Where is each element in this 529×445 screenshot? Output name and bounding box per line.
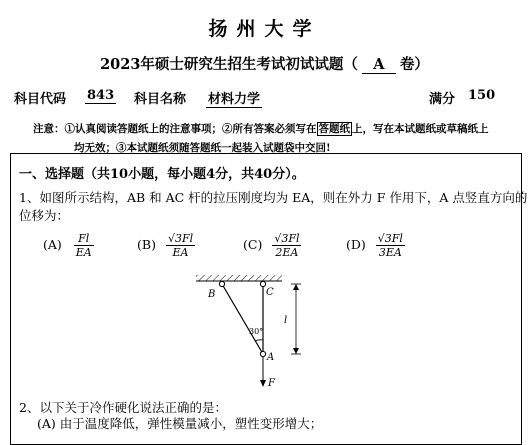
label-c: C <box>266 287 274 298</box>
force-arrow-head <box>260 380 266 387</box>
answer-sheet-box: 答题纸 <box>318 123 350 135</box>
fraction-denominator: EA <box>75 246 92 259</box>
full-score: 150 <box>468 88 496 103</box>
subject-name-label: 科目名称 <box>134 92 187 107</box>
option-fraction <box>166 232 195 259</box>
notice-text-a: ①认真阅读答题纸上的注意事项；②所有答案必须写在 <box>64 123 317 135</box>
option-fraction <box>376 232 405 259</box>
subject-code-value: 843 <box>87 88 115 103</box>
angle-arc <box>255 340 263 341</box>
subject-code <box>85 88 116 103</box>
fraction-numerator: √3Fl <box>274 232 300 245</box>
option-label: (C) <box>243 237 263 252</box>
exam-title-prefix: 2023年硕士研究生招生考试初试试题（ <box>100 56 358 73</box>
q1-text-line2: 位移为： <box>19 208 70 223</box>
subject-name <box>206 88 262 107</box>
subject-code-label: 科目代码 <box>14 92 67 107</box>
dim-arrow-bottom <box>293 348 299 354</box>
full-score-label: 满分 <box>429 92 456 107</box>
ceiling-hatch <box>196 275 282 281</box>
label-a: A <box>267 352 275 363</box>
joint-a <box>260 351 265 356</box>
q2-text: 2、以下关于冷作硬化说法正确的是： <box>19 400 227 415</box>
section-1-heading: 一、选择题（共10小题，每小题4分，共40分）。 <box>19 167 305 182</box>
q1-option-d <box>346 232 405 259</box>
option-label: (A) <box>43 237 62 252</box>
label-b: B <box>208 289 216 300</box>
option-fraction <box>272 232 301 259</box>
label-l: l <box>284 315 288 326</box>
option-label: (B) <box>137 237 156 252</box>
notice-line-1 <box>33 121 489 136</box>
notice-text-b: 上，写在本试题纸或草稿纸上 <box>352 123 489 135</box>
option-fraction <box>74 232 94 259</box>
fraction-numerator: √3Fl <box>167 232 194 245</box>
angle-label: 30° <box>249 327 264 336</box>
exam-title <box>0 53 529 74</box>
notice-line-2: 均无效；③本试题纸须随答题纸一起装入试题袋中交回! <box>74 142 331 154</box>
hinge-b <box>219 281 224 286</box>
q2-option-a: (A) 由于温度降低，弹性模量减小，塑性变形增大； <box>37 416 323 431</box>
q1-option-c <box>243 232 301 259</box>
fraction-denominator: 2EA <box>275 246 299 259</box>
fraction-numerator: Fl <box>74 232 94 246</box>
fraction-numerator: √3Fl <box>377 232 403 245</box>
bar-ab <box>222 284 263 354</box>
label-f: F <box>268 378 275 389</box>
truss-figure <box>190 268 320 393</box>
exam-title-suffix: 卷） <box>399 56 429 73</box>
dim-arrow-top <box>293 284 299 290</box>
fraction-denominator: EA <box>172 246 189 259</box>
university-name: 扬州大学 <box>208 18 321 40</box>
option-label: (D) <box>346 237 366 252</box>
q1-option-b <box>137 232 195 259</box>
q1-text-line1: 1、如图所示结构，AB 和 AC 杆的拉压刚度均为 EA，则在外力 F 作用下，A 点竖直方向的 <box>19 190 528 205</box>
hinge-c <box>260 281 265 286</box>
fraction-denominator: 3EA <box>378 246 402 259</box>
subject-name-value: 材料力学 <box>208 92 261 107</box>
paper-code: A <box>362 56 396 74</box>
q1-option-a <box>43 232 94 259</box>
notice-label: 注意： <box>33 123 65 135</box>
